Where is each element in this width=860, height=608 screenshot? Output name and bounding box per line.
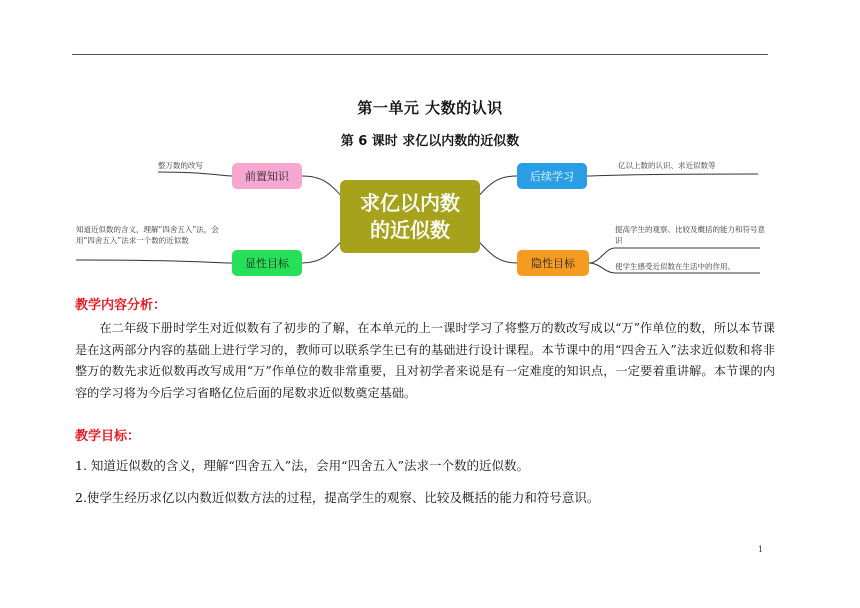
node-implicit-goal: 隐性目标 bbox=[517, 250, 589, 276]
mind-map-center: 求亿以内数 的近似数 bbox=[340, 180, 480, 253]
node-explicit-goal: 显性目标 bbox=[232, 250, 302, 276]
node-prior-knowledge: 前置知识 bbox=[232, 163, 302, 189]
analysis-heading: 教学内容分析： bbox=[75, 298, 167, 313]
connector-prior bbox=[302, 176, 345, 200]
analysis-paragraph: 在二年级下册时学生对近似数有了初步的了解，在本单元的上一课时学习了将整万的数改写成以“万”作单位的数，所以本节课是在这两部分内容的基础上进行学习的，教师可以联系学生已有的基础进行设计课程。本节课中的用“四舍五入”法求近似数和将非整万的数先求近似数再改写成用“万”作单位的数非常重要，且对初学者来说是有一定难度的知识点，一定要着重讲解。本节课的内容的学习将为今后学习省略亿位后面的尾数求近似数奠定基础。 bbox=[75, 321, 775, 400]
connector-explicit-leaf bbox=[76, 260, 232, 263]
connector-explicit bbox=[302, 238, 345, 263]
leaf-prior: 整万数的改写 bbox=[158, 161, 203, 170]
leaf-implicit-2: 使学生感受近似数在生活中的作用。 bbox=[615, 262, 735, 271]
leaf-implicit-1: 提高学生的观察、比较及概括的能力和符号意识 bbox=[615, 225, 765, 245]
lesson-subtitle: 第 6 课时 求亿以内数的近似数 bbox=[340, 134, 520, 149]
connector-follow-leaf bbox=[587, 174, 758, 176]
node-follow-up: 后续学习 bbox=[517, 163, 587, 189]
connector-prior-leaf bbox=[158, 172, 232, 176]
leaf-follow: 亿以上数的认识、求近似数等 bbox=[618, 161, 716, 170]
objective-item: 1. 知道近似数的含义，理解“四舍五入”法，会用“四舍五入”法求一个数的近似数。 bbox=[75, 458, 529, 473]
objectives-heading: 教学目标： bbox=[75, 429, 141, 444]
leaf-explicit: 知道近似数的含义，理解“四舍五入”法，会用“四舍五入”法求一个数的近似数 bbox=[76, 225, 219, 245]
page-number: 1 bbox=[758, 545, 764, 554]
mind-map bbox=[70, 150, 770, 285]
objective-item: 2.使学生经历求亿以内数近似数方法的过程，提高学生的观察、比较及概括的能力和符号意识。 bbox=[75, 490, 600, 505]
header-rule bbox=[72, 54, 768, 55]
page-title: 第一单元 大数的认识 bbox=[357, 99, 503, 117]
connector-implicit bbox=[475, 238, 517, 263]
connector-follow bbox=[475, 176, 517, 200]
